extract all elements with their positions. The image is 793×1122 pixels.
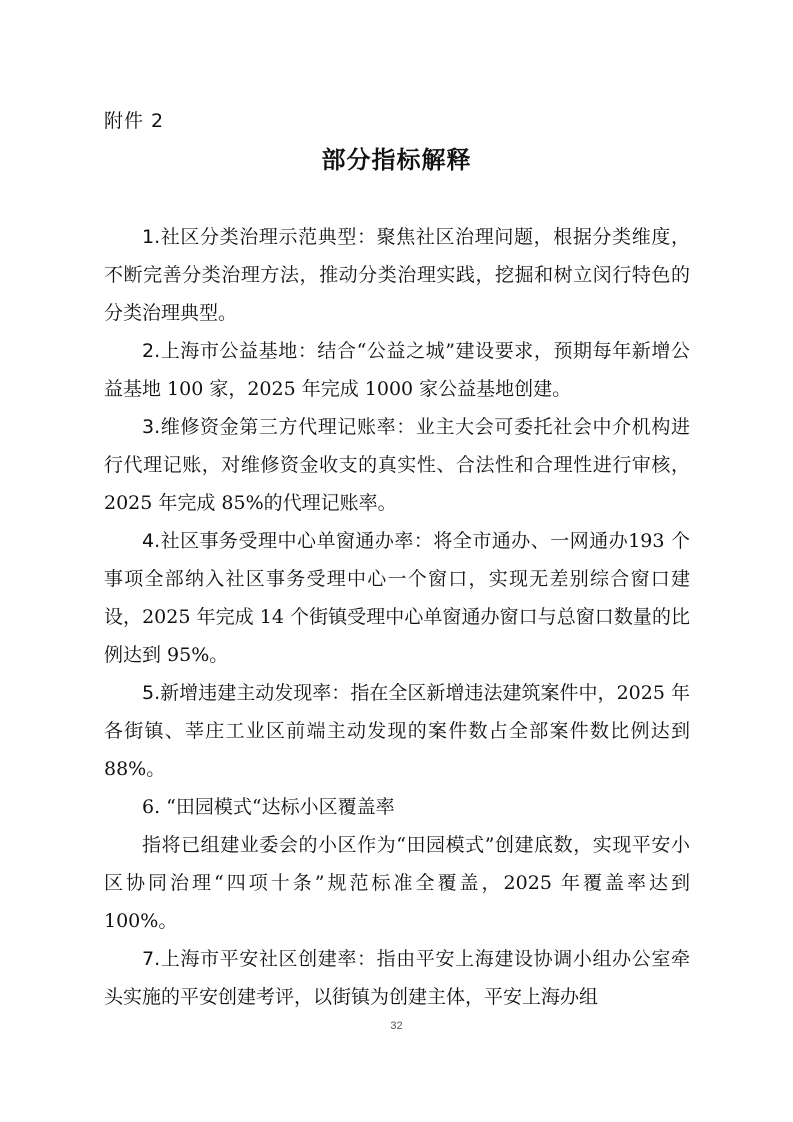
indicator-text: 聚焦社区治理问题，根据分类维度，不断完善分类治理方法，推动分类治理实践，挖掘和树立闵行特色的分类治理典型。 (104, 226, 690, 324)
indicator-text: 结合“公益之城”建设要求，预期每年新增公益基地 100 家，2025 年完成 1000 家公益基地创建。 (104, 340, 690, 400)
page-number: 32 (390, 1020, 403, 1032)
indicator-label: 1.社区分类治理示范典型： (142, 226, 377, 248)
indicator-text: 6. “田园模式“达标小区覆盖率 (142, 796, 395, 818)
indicator-text: 指由平安上海建设协调小组办公室牵头实施的平安创建考评，以街镇为创建主体，平安上海办组 (104, 948, 690, 1008)
indicator-label: 7.上海市平安社区创建率： (142, 948, 377, 970)
paragraph-5 (104, 674, 690, 788)
indicator-text: 将全市通办、一网通办193 个事项全部纳入社区事务受理中心一个窗口，实现无差别综合窗口建设，2025 年完成 14 个街镇受理中心单窗通办窗口与总窗口数量的比例达到 95%。 (104, 530, 690, 666)
page-title: 部分指标解释 (321, 146, 472, 174)
indicator-text: 业主大会可委托社会中介机构进行代理记账，对维修资金收支的真实性、合法性和合理性进行审核，2025 年完成 85%的代理记账率。 (104, 416, 690, 514)
paragraph-6-body (104, 826, 690, 940)
paragraph-6-heading (104, 788, 690, 826)
indicator-label: 2.上海市公益基地： (142, 340, 318, 362)
indicator-label: 4.社区事务受理中心单窗通办率： (142, 530, 434, 552)
attachment-label: 附件 2 (104, 110, 165, 132)
paragraph-2 (104, 332, 690, 408)
indicator-text: 指在全区新增违法建筑案件中，2025 年各街镇、莘庄工业区前端主动发现的案件数占全部案件数比例达到 88%。 (104, 682, 690, 780)
document-body (104, 218, 690, 1016)
paragraph-1 (104, 218, 690, 332)
paragraph-3 (104, 408, 690, 522)
paragraph-4 (104, 522, 690, 674)
paragraph-7 (104, 940, 690, 1016)
indicator-label: 5.新增违建主动发现率： (142, 682, 351, 704)
indicator-label: 3.维修资金第三方代理记账率： (142, 416, 416, 438)
indicator-text: 指将已组建业委会的小区作为“田园模式”创建底数，实现平安小区协同治理“四项十条”规范标准全覆盖，2025 年覆盖率达到 100%。 (104, 834, 690, 932)
